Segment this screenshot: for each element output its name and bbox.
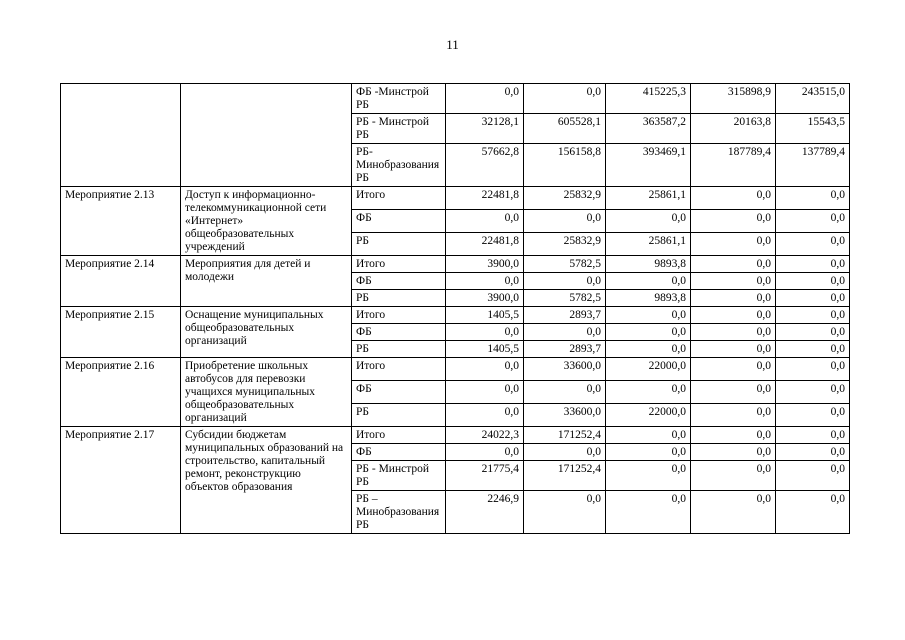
amount-cell: 0,0 [524,210,606,233]
amount-cell: 0,0 [446,404,524,427]
amount-cell: 0,0 [776,491,850,534]
funding-source-cell: ФБ -Минстрой РБ [352,84,446,114]
funding-source-cell: ФБ [352,273,446,290]
amount-cell: 393469,1 [606,144,691,187]
activity-label-cell: Мероприятие 2.16 [61,358,181,427]
amount-cell: 32128,1 [446,114,524,144]
amount-cell: 15543,5 [776,114,850,144]
amount-cell: 0,0 [691,461,776,491]
table-row [61,307,850,324]
amount-cell: 2246,9 [446,491,524,534]
amount-cell: 0,0 [691,444,776,461]
funding-source-cell: РБ [352,233,446,256]
amount-cell: 0,0 [776,341,850,358]
amount-cell: 33600,0 [524,404,606,427]
amount-cell: 0,0 [776,256,850,273]
activity-label-cell: Мероприятие 2.15 [61,307,181,358]
amount-cell: 0,0 [446,84,524,114]
amount-cell: 0,0 [691,324,776,341]
activity-description-cell [181,84,352,187]
amount-cell: 0,0 [691,307,776,324]
activity-label-cell: Мероприятие 2.14 [61,256,181,307]
activity-label-cell: Мероприятие 2.17 [61,427,181,534]
amount-cell: 315898,9 [691,84,776,114]
activity-description-cell: Оснащение муниципальных общеобразовательных организаций [181,307,352,358]
amount-cell: 0,0 [446,444,524,461]
table-row [61,84,850,114]
amount-cell: 0,0 [776,427,850,444]
table-row [61,358,850,381]
amount-cell: 5782,5 [524,290,606,307]
amount-cell: 0,0 [691,427,776,444]
amount-cell: 22481,8 [446,187,524,210]
amount-cell: 33600,0 [524,358,606,381]
amount-cell: 5782,5 [524,256,606,273]
amount-cell: 171252,4 [524,461,606,491]
amount-cell: 0,0 [606,381,691,404]
amount-cell: 0,0 [606,444,691,461]
funding-source-cell: Итого [352,307,446,324]
amount-cell: 0,0 [691,233,776,256]
funding-source-cell: РБ [352,341,446,358]
amount-cell: 0,0 [524,381,606,404]
activity-label-cell: Мероприятие 2.13 [61,187,181,256]
amount-cell: 0,0 [446,324,524,341]
table-row [61,256,850,273]
amount-cell: 0,0 [606,307,691,324]
amount-cell: 0,0 [606,324,691,341]
amount-cell: 2893,7 [524,307,606,324]
amount-cell: 22481,8 [446,233,524,256]
amount-cell: 137789,4 [776,144,850,187]
amount-cell: 0,0 [606,273,691,290]
amount-cell: 0,0 [776,233,850,256]
amount-cell: 0,0 [776,444,850,461]
amount-cell: 0,0 [606,491,691,534]
budget-table-body [61,84,850,534]
funding-source-cell: РБ - Минстрой РБ [352,461,446,491]
activity-description-cell: Субсидии бюджетам муниципальных образований на строительство, капитальный ремонт, реконструкцию объектов образования [181,427,352,534]
amount-cell: 3900,0 [446,256,524,273]
amount-cell: 0,0 [776,324,850,341]
funding-source-cell: РБ [352,404,446,427]
amount-cell: 0,0 [691,404,776,427]
table-row [61,187,850,210]
amount-cell: 24022,3 [446,427,524,444]
amount-cell: 171252,4 [524,427,606,444]
amount-cell: 0,0 [776,307,850,324]
amount-cell: 0,0 [776,210,850,233]
amount-cell: 415225,3 [606,84,691,114]
budget-table [60,83,850,534]
amount-cell: 0,0 [524,273,606,290]
amount-cell: 0,0 [524,491,606,534]
amount-cell: 0,0 [776,358,850,381]
funding-source-cell: ФБ [352,444,446,461]
amount-cell: 0,0 [776,187,850,210]
amount-cell: 0,0 [691,358,776,381]
amount-cell: 187789,4 [691,144,776,187]
funding-source-cell: ФБ [352,210,446,233]
amount-cell: 605528,1 [524,114,606,144]
amount-cell: 21775,4 [446,461,524,491]
amount-cell: 0,0 [446,210,524,233]
amount-cell: 0,0 [691,187,776,210]
amount-cell: 0,0 [776,461,850,491]
page-number: 11 [446,37,459,52]
amount-cell: 0,0 [606,210,691,233]
amount-cell: 0,0 [446,381,524,404]
amount-cell: 0,0 [691,341,776,358]
funding-source-cell: Итого [352,427,446,444]
amount-cell: 0,0 [691,491,776,534]
amount-cell: 156158,8 [524,144,606,187]
amount-cell: 0,0 [606,461,691,491]
funding-source-cell: РБ – Минобразования РБ [352,491,446,534]
funding-source-cell: Итого [352,256,446,273]
activity-description-cell: Доступ к информационно-телекоммуникационной сети «Интернет» общеобразовательных учреждений [181,187,352,256]
activity-description-cell: Мероприятия для детей и молодежи [181,256,352,307]
amount-cell: 20163,8 [691,114,776,144]
amount-cell: 1405,5 [446,341,524,358]
amount-cell: 9893,8 [606,290,691,307]
funding-source-cell: РБ-Минобразования РБ [352,144,446,187]
amount-cell: 9893,8 [606,256,691,273]
amount-cell: 0,0 [606,427,691,444]
activity-description-cell: Приобретение школьных автобусов для перевозки учащихся муниципальных общеобразовательных организаций [181,358,352,427]
funding-source-cell: Итого [352,358,446,381]
amount-cell: 0,0 [606,341,691,358]
amount-cell: 0,0 [691,256,776,273]
amount-cell: 243515,0 [776,84,850,114]
amount-cell: 25832,9 [524,187,606,210]
amount-cell: 3900,0 [446,290,524,307]
amount-cell: 25861,1 [606,187,691,210]
amount-cell: 0,0 [691,290,776,307]
activity-label-cell [61,84,181,187]
amount-cell: 22000,0 [606,404,691,427]
amount-cell: 363587,2 [606,114,691,144]
amount-cell: 0,0 [776,290,850,307]
amount-cell: 25832,9 [524,233,606,256]
amount-cell: 0,0 [776,404,850,427]
funding-source-cell: ФБ [352,324,446,341]
funding-source-cell: ФБ [352,381,446,404]
funding-source-cell: РБ [352,290,446,307]
funding-source-cell: Итого [352,187,446,210]
amount-cell: 0,0 [776,381,850,404]
funding-source-cell: РБ - Минстрой РБ [352,114,446,144]
amount-cell: 0,0 [691,273,776,290]
amount-cell: 2893,7 [524,341,606,358]
amount-cell: 0,0 [446,273,524,290]
amount-cell: 0,0 [776,273,850,290]
amount-cell: 22000,0 [606,358,691,381]
amount-cell: 25861,1 [606,233,691,256]
amount-cell: 0,0 [524,84,606,114]
amount-cell: 0,0 [524,444,606,461]
amount-cell: 0,0 [524,324,606,341]
amount-cell: 57662,8 [446,144,524,187]
amount-cell: 1405,5 [446,307,524,324]
amount-cell: 0,0 [691,381,776,404]
table-row [61,427,850,444]
amount-cell: 0,0 [446,358,524,381]
amount-cell: 0,0 [691,210,776,233]
